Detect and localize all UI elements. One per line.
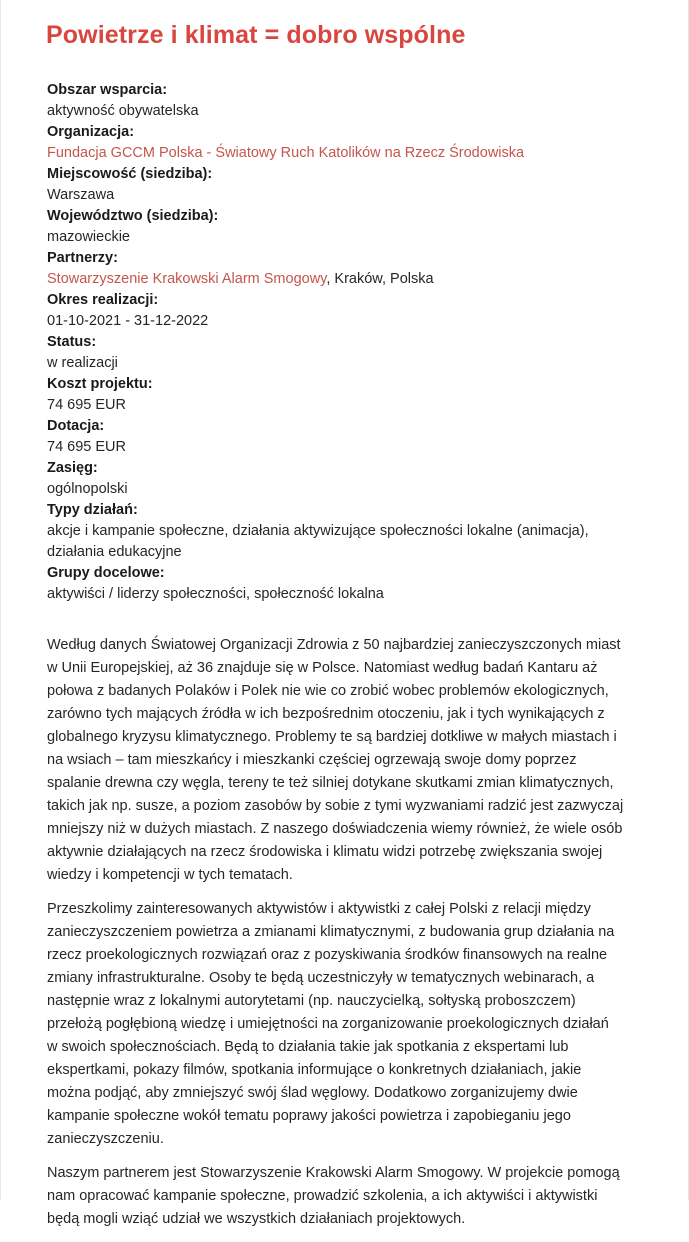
paragraph-line: na wsiach – tam mieszkańcy i mieszkanki częściej ogrzewają swoje domy poprzez [47,752,577,768]
status-value: w realizacji [47,355,118,371]
paragraph-line: zanieczyszczeniem powietrza a zmianami klimatycznymi, z budowania grup działania na [47,924,615,940]
period-label: Okres realizacji: [47,292,159,308]
cost-value: 74 695 EUR [47,397,126,413]
paragraph-line: zanieczyszczeniu. [47,1131,164,1147]
description-paragraph-1 [47,634,657,887]
status-label: Status: [47,334,97,350]
paragraph-line: w swoich społecznościach. Będą to działania takie jak spotkania z ekspertami lub [47,1039,569,1055]
partners-label: Partnerzy: [47,250,118,266]
grant-value: 74 695 EUR [47,439,126,455]
range-value: ogólnopolski [47,481,128,497]
paragraph-line: takich jak np. susze, a poziom zasobów by sobie z tymi wyzwaniami radzić jest zazwyczaj [47,798,624,814]
area-label: Obszar wsparcia: [47,82,168,98]
voivodeship-label: Województwo (siedziba): [47,208,219,224]
paragraph-line: kampanie społeczne wokół tematu poprawy jakości powietrza i zapobieganiu jego [47,1108,571,1124]
paragraph-line: zarówno tych mających źródła w ich bezpośrednim otoczeniu, jak i tych wynikających z [47,706,605,722]
paragraph-line: w Unii Europejskiej, aż 36 znajduje się w Polsce. Natomiast według badań Kantaru aż [47,660,598,676]
paragraph-line: można podjąć, aby zmniejszyć swój ślad węglowy. Dodatkowo zorganizujemy dwie [47,1085,578,1101]
target-groups-label: Grupy docelowe: [47,565,165,581]
paragraph-line: mniejszy niż w dużych miastach. Z naszego doświadczenia wiemy również, że wiele osób [47,821,623,837]
paragraph-line: Według danych Światowej Organizacji Zdrowia z 50 najbardziej zanieczyszczonych miast [47,637,621,653]
paragraph-line: aktywnie działających na rzecz środowiska i klimatu widzi potrzebę zwiększania swojej [47,844,603,860]
organization-link[interactable]: Fundacja GCCM Polska - Światowy Ruch Katolików na Rzecz Środowiska [47,145,525,161]
target-groups-value: aktywiści / liderzy społeczności, społeczność lokalna [47,586,384,602]
project-description [47,634,657,1242]
description-paragraph-3 [47,1162,657,1231]
project-details [47,80,667,605]
action-types-line-2: działania edukacyjne [47,544,182,560]
paragraph-line: następnie wraz z lokalnymi autorytetami (np. nauczycielką, sołtyską proboszczem) [47,993,576,1009]
paragraph-line: Naszym partnerem jest Stowarzyszenie Krakowski Alarm Smogowy. W projekcie pomogą [47,1165,620,1181]
cost-label: Koszt projektu: [47,376,153,392]
paragraph-line: rzecz proekologicznych rozwiązań oraz z pozyskiwania środków finansowych na realne [47,947,608,963]
paragraph-line: połowa z badanych Polaków i Polek nie wie co zrobić wobec problemów ekologicznych, [47,683,609,699]
action-types-line-1: akcje i kampanie społeczne, działania aktywizujące społeczności lokalne (animacja), [47,523,589,539]
page-title: Powietrze i klimat = dobro wspólne [46,21,466,49]
area-value: aktywność obywatelska [47,103,199,119]
voivodeship-value: mazowieckie [47,229,130,245]
paragraph-line: globalnego kryzysu klimatycznego. Problemy te są bardziej dotkliwe w małych miastach i [47,729,617,745]
paragraph-line: wiedzy i kompetencji w tych tematach. [47,867,293,883]
range-label: Zasięg: [47,460,98,476]
partner-link[interactable]: Stowarzyszenie Krakowski Alarm Smogowy [47,271,327,287]
paragraph-line: ekspertkami, pokazy filmów, spotkania informujące o konkretnych działaniach, jakie [47,1062,582,1078]
description-paragraph-2 [47,898,657,1151]
paragraph-line: Przeszkolimy zainteresowanych aktywistów i aktywistki z całej Polski z relacji między [47,901,591,917]
city-label: Miejscowość (siedziba): [47,166,213,182]
city-value: Warszawa [47,187,115,203]
partners-value [47,269,667,290]
period-value: 01-10-2021 - 31-12-2022 [47,313,209,329]
paragraph-line: zmiany infrastrukturalne. Osoby te będą uczestniczyły w tematycznych webinarach, a [47,970,595,986]
partner-location: , Kraków, Polska [326,271,434,287]
paragraph-line: będą mogli wziąć udział we wszystkich działaniach projektowych. [47,1211,466,1227]
paragraph-line: przełożą pogłębioną wiedzę i umiejętności na zorganizowanie proekologicznych działań [47,1016,609,1032]
action-types-label: Typy działań: [47,502,138,518]
paragraph-line: nam opracować kampanie społeczne, prowadzić szkolenia, a ich aktywiści i aktywistki [47,1188,598,1204]
paragraph-line: spalanie drewna czy węgla, tereny te też silniej dotykane skutkami zmian klimatycznych, [47,775,614,791]
organization-label: Organizacja: [47,124,135,140]
grant-label: Dotacja: [47,418,105,434]
